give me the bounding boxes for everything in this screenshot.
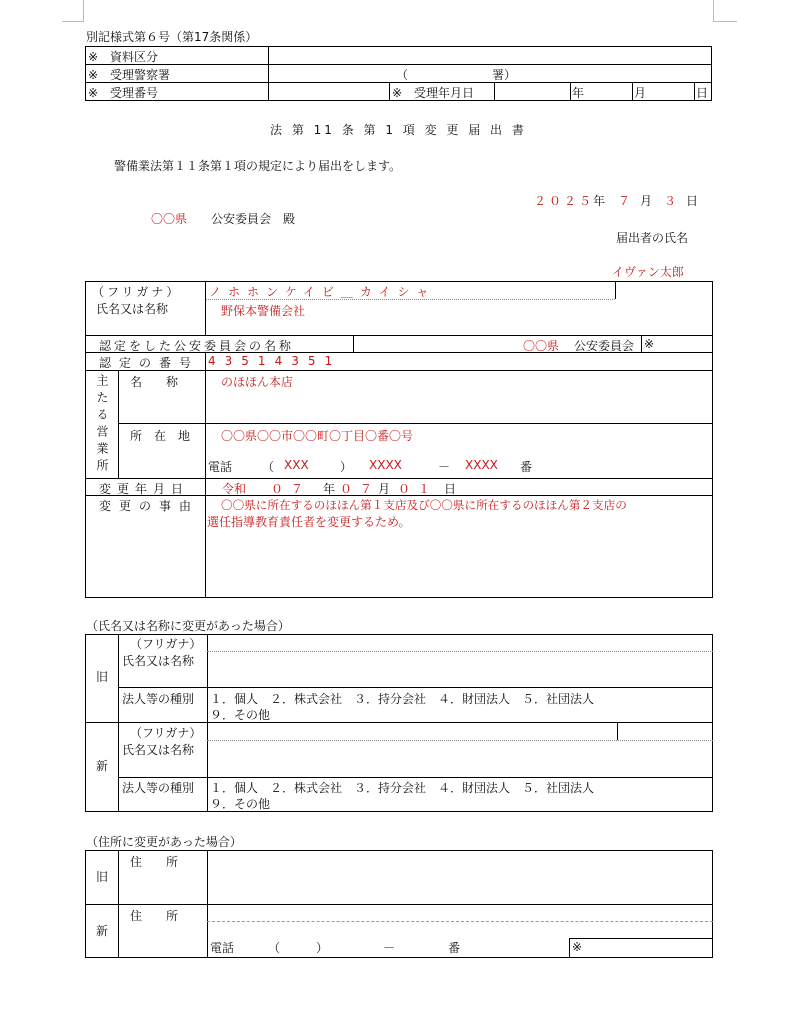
change-day-unit: 日 xyxy=(444,482,457,496)
cert-mark: ※ xyxy=(644,337,655,351)
reason-label: 変更の事由 xyxy=(99,499,200,513)
change-era[interactable]: 令和 xyxy=(222,482,247,496)
new-corp-type-line1[interactable]: １．個人 ２．株式会社 ３．持分会社 ４．財団法人 ５．社団法人 xyxy=(210,781,595,795)
filing-year: ２０２５ xyxy=(534,194,595,208)
change-day[interactable]: ０１ xyxy=(398,482,439,496)
page-corner-left xyxy=(62,0,84,22)
name-value[interactable]: 野保本警備会社 xyxy=(221,304,306,318)
address-mark: ※ xyxy=(572,940,583,954)
document-title: 法 第 11 条 第 1 項 変 更 届 出 書 xyxy=(270,123,527,137)
phone-mid[interactable]: XXXX xyxy=(369,458,402,472)
new-address-label: 新 xyxy=(96,924,109,938)
receipt-day-unit: 日 xyxy=(696,86,709,100)
addressee-prefecture: 〇〇県 xyxy=(151,212,188,226)
phone-last[interactable]: XXXX xyxy=(465,458,498,472)
furigana-label: （フリガナ） xyxy=(92,285,182,299)
reason-line-1[interactable]: 〇〇県に所在するのほほん第１支店及び〇〇県に所在するのほほん第２支店の xyxy=(221,498,627,512)
phone-label: 電話 xyxy=(208,460,233,474)
new-phone-label: 電話 xyxy=(210,941,235,955)
new-phone-suffix: 番 xyxy=(448,941,461,955)
receipt-number-label: ※ 受理番号 xyxy=(88,86,159,100)
change-month[interactable]: ０７ xyxy=(340,482,381,496)
cert-number-label: 認定の番号 xyxy=(99,356,200,370)
new-corp-type-line2[interactable]: ９．その他 xyxy=(210,797,271,811)
filing-month: ７ xyxy=(618,194,631,208)
change-year[interactable]: ０７ xyxy=(271,482,312,496)
new-address-field-label: 住 所 xyxy=(130,909,179,923)
receipt-year-unit: 年 xyxy=(572,86,585,100)
new-name-field-label: 氏名又は名称 xyxy=(122,743,195,757)
filing-day: ３ xyxy=(664,194,677,208)
old-furigana-label: （フリガナ） xyxy=(130,637,202,651)
receipt-month-unit: 月 xyxy=(634,86,647,100)
old-name-label: 旧 xyxy=(96,670,109,684)
office-name-value[interactable]: のほほん本店 xyxy=(221,375,294,389)
phone-close: ） xyxy=(340,460,353,474)
cert-number-digits[interactable]: 43514351 xyxy=(208,354,342,368)
change-month-unit: 月 xyxy=(378,482,391,496)
page-corner-right xyxy=(713,0,737,22)
old-corp-type-line1[interactable]: １．個人 ２．株式会社 ３．持分会社 ４．財団法人 ５．社団法人 xyxy=(210,692,595,706)
cert-committee-prefecture[interactable]: 〇〇県 xyxy=(523,339,560,353)
phone-dash: － xyxy=(438,460,451,474)
new-corp-type-label: 法人等の種別 xyxy=(122,781,195,795)
main-office-label: 主たる営業所 xyxy=(95,374,109,476)
applicant-name: イヴァン太郎 xyxy=(612,265,684,279)
reason-line-2[interactable]: 選任指導教育責任者を変更するため。 xyxy=(207,515,411,529)
intro-text: 警備業法第１１条第１項の規定により届出をします。 xyxy=(114,159,402,173)
new-phone-dash: － xyxy=(383,941,396,955)
old-corp-type-label: 法人等の種別 xyxy=(122,692,195,706)
office-address-value[interactable]: 〇〇県〇〇市〇〇町〇丁目〇番〇号 xyxy=(221,429,414,443)
receiving-station-paren: （ 署） xyxy=(396,68,517,82)
phone-area[interactable]: XXX xyxy=(284,458,309,472)
cert-committee-label: 認定をした公安委員会の名称 xyxy=(99,339,295,353)
filing-month-unit: 月 xyxy=(640,194,653,208)
phone-suffix: 番 xyxy=(520,460,533,474)
form-id: 別記様式第６号（第17条関係） xyxy=(86,30,258,44)
name-change-heading: （氏名又は名称に変更があった場合） xyxy=(86,619,290,633)
phone-open: （ xyxy=(262,460,275,474)
applicant-label: 届出者の氏名 xyxy=(616,231,689,245)
office-address-label: 所 在 地 xyxy=(130,429,191,443)
old-address-field-label: 住 所 xyxy=(130,855,179,869)
address-change-heading: （住所に変更があった場合） xyxy=(86,835,242,849)
old-address-label: 旧 xyxy=(96,870,109,884)
furigana-value[interactable]: ノホホンケイビ＿カイシャ xyxy=(209,285,436,299)
data-category-label: ※ 資料区分 xyxy=(88,50,159,64)
change-year-unit: 年 xyxy=(323,482,336,496)
new-phone-parens: （ ） xyxy=(268,941,329,955)
old-corp-type-line2[interactable]: ９．その他 xyxy=(210,708,271,722)
filing-year-unit: 年 xyxy=(593,194,606,208)
filing-day-unit: 日 xyxy=(686,194,699,208)
name-label: 氏名又は名称 xyxy=(96,302,169,316)
change-date-label: 変更年月日 xyxy=(99,482,190,496)
office-name-label: 名 称 xyxy=(130,375,179,389)
receipt-date-label: ※ 受理年月日 xyxy=(392,86,475,100)
addressee-committee: 公安委員会 殿 xyxy=(211,212,296,226)
cert-committee-suffix: 公安委員会 xyxy=(574,339,635,353)
receiving-station-label: ※ 受理警察署 xyxy=(88,68,171,82)
old-name-field-label: 氏名又は名称 xyxy=(122,654,195,668)
new-furigana-label: （フリガナ） xyxy=(130,726,202,740)
new-name-label: 新 xyxy=(96,759,109,773)
